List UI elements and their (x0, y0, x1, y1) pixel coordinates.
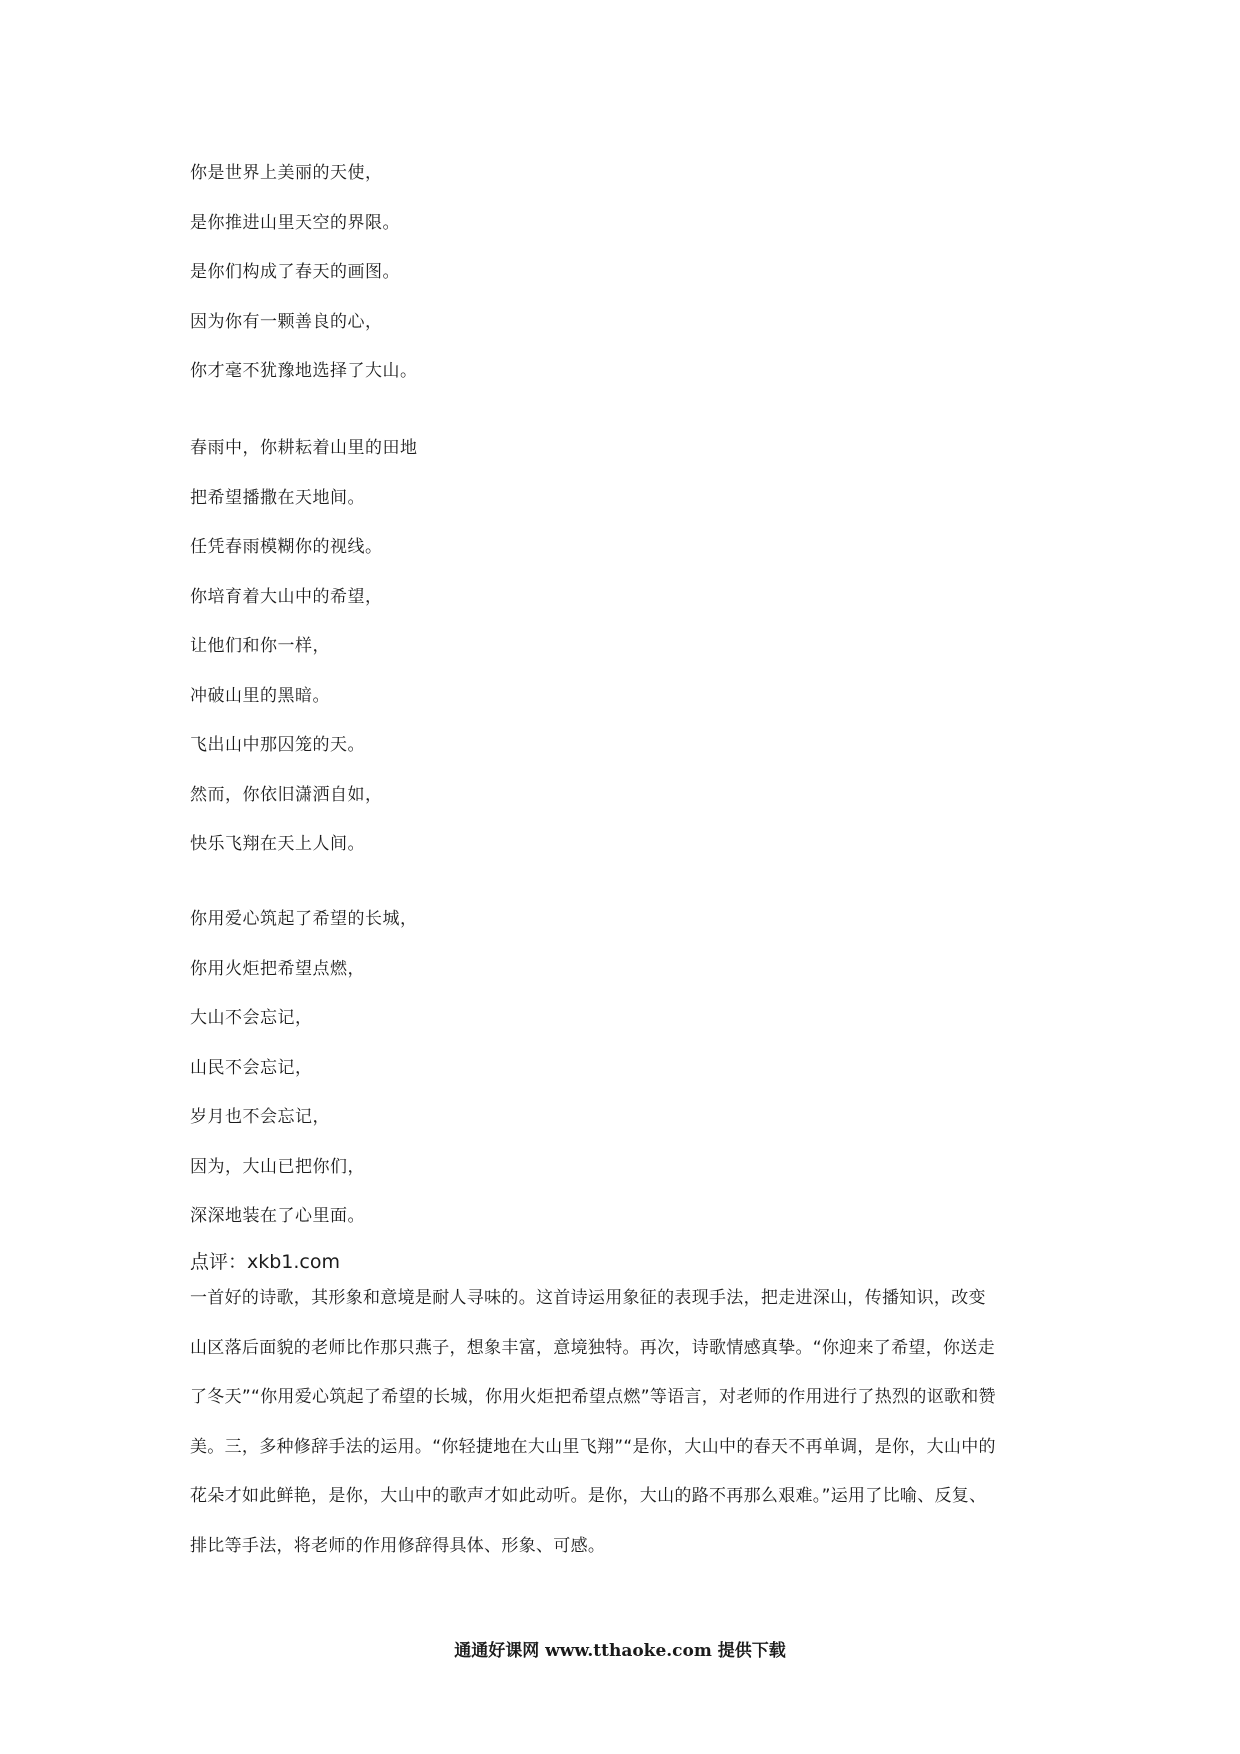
poem-line: 冲破山里的黑暗。 (190, 685, 330, 706)
poem-stanza-1 (190, 162, 1090, 410)
poem-line: 你是世界上美丽的天使， (190, 163, 383, 183)
poem-line: 快乐飞翔在天上人间。 (190, 834, 365, 854)
poem-line: 飞出山中那囚笼的天。 (190, 735, 365, 755)
commentary-line: 山区落后面貌的老师比作那只燕子，想象丰富，意境独特。再次，诗歌情感真挚。“你迎来了希望，你送走 (190, 1337, 995, 1358)
comment-label: 点评：xkb1.com (190, 1251, 341, 1273)
poem-line: 你用火炬把希望点燃， (190, 958, 365, 979)
poem-line: 然而，你依旧潇洒自如， (190, 784, 383, 805)
commentary-line: 一首好的诗歌，其形象和意境是耐人寻味的。这首诗运用象征的表现手法，把走进深山，传播知识，改变 (190, 1288, 986, 1308)
poem-line: 你培育着大山中的希望， (190, 586, 383, 607)
poem-line: 任凭春雨模糊你的视线。 (190, 537, 383, 557)
commentary-line: 排比等手法，将老师的作用修辞得具体、形象、可感。 (190, 1535, 606, 1556)
poem-line: 让他们和你一样， (190, 636, 330, 656)
commentary-line: 美。三，多种修辞手法的运用。“你轻捷地在大山里飞翔”“是你，大山中的春天不再单调，是你，大山中的 (190, 1436, 996, 1457)
commentary-line: 了冬天”“你用爱心筑起了希望的长城，你用火炬把希望点燃”等语言，对老师的作用进行了热烈的讴歌和赞 (190, 1387, 996, 1407)
poem-line: 因为你有一颗善良的心， (190, 311, 383, 332)
poem-line: 岁月也不会忘记， (190, 1107, 330, 1127)
poem-line: 春雨中，你耕耘着山里的田地 (190, 438, 418, 458)
poem-line: 深深地装在了心里面。 (190, 1206, 365, 1226)
poem-line: 你才毫不犹豫地选择了大山。 (190, 361, 418, 381)
poem-line: 是你们构成了春天的画图。 (190, 262, 400, 282)
poem-line: 山民不会忘记， (190, 1057, 313, 1078)
poem-stanza-2 (190, 437, 1090, 883)
commentary-line: 花朵才如此鲜艳，是你，大山中的歌声才如此动听。是你，大山的路不再那么艰难。”运用了比喻、反复、 (190, 1486, 987, 1506)
poem-line: 是你推进山里天空的界限。 (190, 212, 400, 233)
poem-line: 把希望播撒在天地间。 (190, 487, 365, 508)
poem-line: 大山不会忘记， (190, 1008, 313, 1028)
page-footer: 通通好课网 www.tthaoke.com 提供下载 (454, 1641, 786, 1661)
commentary-paragraph (190, 1287, 1070, 1584)
poem-stanza-3 (190, 908, 1090, 1255)
poem-line: 你用爱心筑起了希望的长城， (190, 909, 418, 929)
poem-line: 因为，大山已把你们， (190, 1156, 365, 1177)
